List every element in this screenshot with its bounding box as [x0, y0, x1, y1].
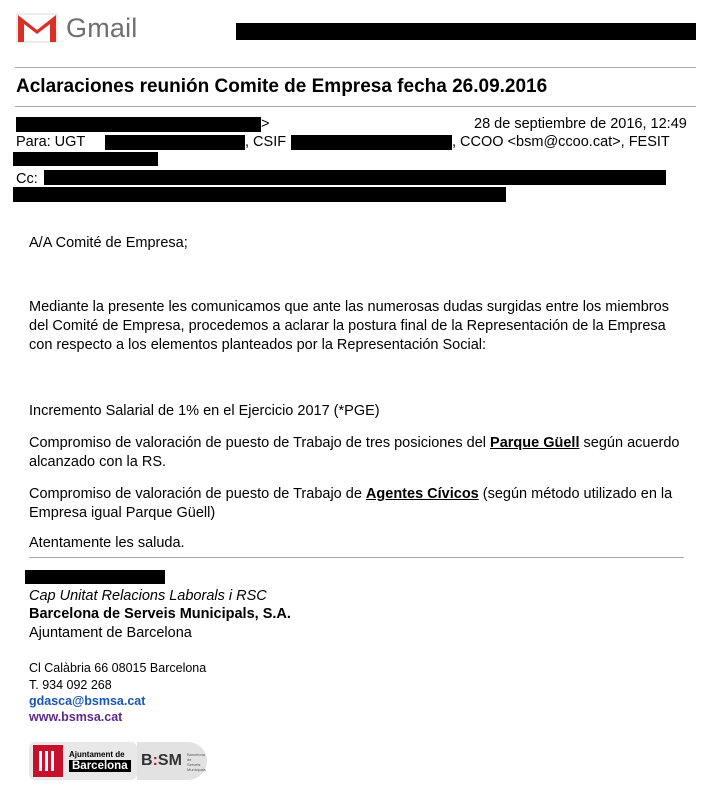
barcelona-shield-icon: [33, 745, 63, 777]
item3-bold: Agentes Cívicos: [365, 486, 479, 502]
gmail-logo: [16, 12, 138, 44]
bsm-logo-small-text: Barcelona de Serveis Municipals: [187, 752, 206, 772]
body-item-agentes-civicos: [29, 485, 689, 523]
signature-email-link[interactable]: gdasca@bsmsa.cat: [29, 694, 146, 708]
email-date: 28 de septiembre de 2016, 12:49: [474, 116, 687, 132]
item3-text-before: Compromiso de valoración de puesto de Trabajo de: [29, 486, 366, 502]
signature-web-link[interactable]: www.bsmsa.cat: [29, 710, 123, 724]
bsm-logo: [137, 742, 207, 780]
signature-phone: T. 934 092 268: [29, 678, 112, 692]
signature-company: Barcelona de Serveis Municipals, S.A.: [29, 606, 291, 622]
item2-text-before: Compromiso de valoración de puesto de Trabajo de tres posiciones del: [29, 435, 491, 451]
gmail-envelope-icon: [16, 13, 58, 43]
bsm-logo-text: [141, 752, 182, 770]
item3-text-after: (según método utilizado en la Empresa igual Parque Güell): [29, 486, 673, 521]
redacted-cc-line2: [13, 187, 506, 202]
redacted-csif-address: [291, 135, 452, 150]
redacted-account: [236, 23, 696, 40]
redacted-signer-name: [25, 570, 165, 584]
redacted-fesit-address: [13, 152, 158, 166]
body-intro: Mediante la presente les comunicamos que ante las numerosas dudas surgidas entre los miembros del Comité de Empresa, procedemos a aclarar la postura final de la Representación de la Empresa con respecto a los elementos planteados por la Representación Social:: [29, 299, 669, 353]
item2-text-after: según acuerdo alcanzado con la RS.: [29, 435, 680, 470]
bcn-logo-line1: Ajuntament de: [69, 750, 125, 759]
to-csif: , CSIF: [245, 134, 287, 150]
body-item-parque-guell: [29, 434, 689, 472]
signature-org: Ajuntament de Barcelona: [29, 625, 192, 641]
bcn-logo-line2: Barcelona: [69, 760, 131, 772]
body-item-salary: Incremento Salarial de 1% en el Ejercicio 2017 (*PGE): [29, 403, 380, 419]
to-label: Para: UGT: [16, 134, 86, 150]
redacted-sender: [16, 117, 261, 132]
ajuntament-barcelona-logo: [29, 742, 137, 780]
bsm-logo-sep: :: [152, 752, 158, 769]
sender-suffix: >: [261, 116, 270, 132]
bsm-logo-sm: SM: [157, 752, 182, 769]
gmail-logo-text: Gmail: [66, 12, 138, 43]
subject-divider: [15, 106, 696, 107]
redacted-cc-line1: [44, 170, 666, 185]
signature-address: Cl Calàbria 66 08015 Barcelona: [29, 661, 207, 675]
body-closing: Atentamente les saluda.: [29, 535, 185, 551]
email-subject: Aclaraciones reunión Comite de Empresa fecha 26.09.2016: [16, 76, 548, 97]
redacted-ugt-address: [105, 135, 245, 150]
header-divider: [15, 67, 696, 68]
to-ccoo: , CCOO <bsm@ccoo.cat>, FESIT: [452, 134, 670, 150]
item2-bold: Parque Güell: [490, 435, 580, 451]
cc-label: Cc:: [16, 171, 38, 187]
signature-divider: [29, 557, 684, 558]
bsm-logo-b: B: [141, 752, 153, 769]
body-greeting: A/A Comité de Empresa;: [29, 235, 188, 251]
signature-role: Cap Unitat Relacions Laborals i RSC: [29, 588, 267, 604]
